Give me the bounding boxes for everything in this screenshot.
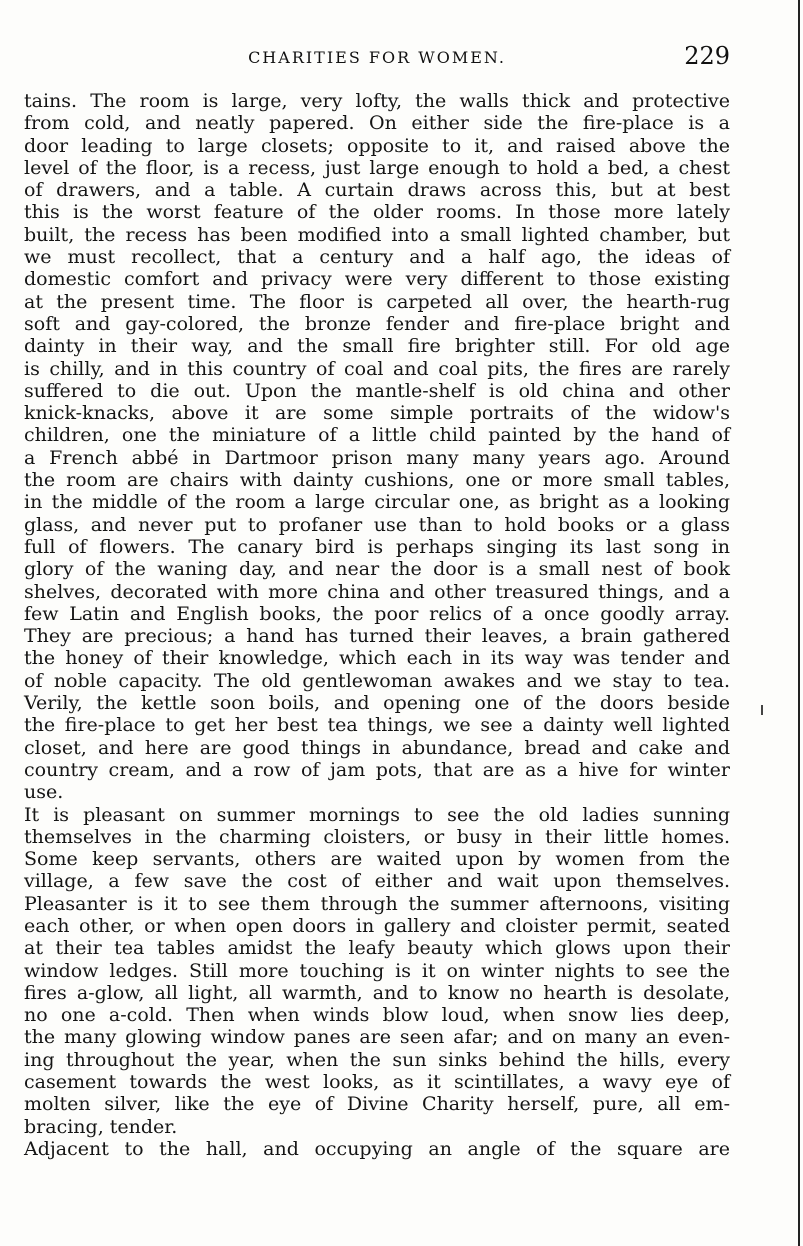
text-line: soft and gay-colored, the bronze fender and fire-place bright and (24, 312, 730, 335)
text-line: window ledges. Still more touching is it on winter nights to see the (24, 959, 730, 982)
body-text (24, 90, 730, 1160)
text-line: use. (24, 781, 64, 804)
text-line: no one a-cold. Then when winds blow loud, when snow lies deep, (24, 1004, 730, 1027)
text-line: children, one the miniature of a little child painted by the hand of (24, 424, 730, 447)
text-line: the fire-place to get her best tea things, we see a dainty well lighted (24, 714, 730, 737)
text-line: Verily, the kettle soon boils, and opening one of the doors beside (24, 692, 730, 715)
text-line: tains. The room is large, very lofty, the walls thick and protective (24, 90, 730, 112)
running-title: CHARITIES FOR WOMEN. (248, 48, 506, 67)
page-edge-line (798, 0, 800, 1246)
text-line: this is the worst feature of the older rooms. In those more lately (24, 201, 730, 224)
text-line: glory of the waning day, and near the door is a small nest of book (24, 558, 730, 581)
text-line: domestic comfort and privacy were very different to those existing (24, 268, 730, 291)
text-line: glass, and never put to profaner use than to hold books or a glass (24, 513, 730, 536)
text-line: shelves, decorated with more china and other treasured things, and a (24, 580, 730, 603)
text-line: of drawers, and a table. A curtain draws across this, but at best (24, 179, 730, 202)
text-line: we must recollect, that a century and a half ago, the ideas of (24, 246, 730, 269)
text-line: They are precious; a hand has turned their leaves, a brain gathered (24, 625, 730, 648)
page-number: 229 (684, 42, 730, 70)
text-line: door leading to large closets; opposite to it, and raised above the (24, 134, 730, 157)
text-line: fires a-glow, all light, all warmth, and to know no hearth is desolate, (24, 981, 730, 1004)
text-line: dainty in their way, and the small fire brighter still. For old age (24, 335, 730, 358)
text-line: knick-knacks, above it are some simple portraits of the widow's (24, 402, 730, 425)
text-line: Adjacent to the hall, and occupying an angle of the square are (24, 1137, 730, 1160)
text-line: each other, or when open doors in gallery and cloister permit, seated (24, 914, 730, 937)
text-line: Some keep servants, others are waited upon by women from the (24, 848, 730, 871)
text-line: built, the recess has been modified into a small lighted chamber, but (24, 223, 730, 246)
running-head (24, 42, 730, 72)
text-line: at their tea tables amidst the leafy beauty which glows upon their (24, 937, 730, 960)
text-line: level of the floor, is a recess, just large enough to hold a bed, a chest (24, 156, 730, 179)
text-line: of noble capacity. The old gentlewoman awakes and we stay to tea. (24, 669, 730, 692)
text-line: the many glowing window panes are seen afar; and on many an even- (24, 1026, 730, 1049)
text-line: closet, and here are good things in abundance, bread and cake and (24, 736, 730, 759)
text-line: ing throughout the year, when the sun sinks behind the hills, every (24, 1048, 730, 1071)
text-line: It is pleasant on summer mornings to see the old ladies sunning (24, 803, 730, 826)
text-line: casement towards the west looks, as it scintillates, a wavy eye of (24, 1071, 730, 1094)
text-line: themselves in the charming cloisters, or busy in their little homes. (24, 825, 730, 848)
text-line: village, a few save the cost of either and wait upon themselves. (24, 870, 730, 893)
text-line: from cold, and neatly papered. On either side the fire-place is a (24, 112, 730, 135)
text-line: molten silver, like the eye of Divine Charity herself, pure, all em- (24, 1093, 730, 1116)
text-line: few Latin and English books, the poor relics of a once goodly array. (24, 602, 730, 625)
text-line: bracing, tender. (24, 1115, 178, 1138)
text-line: suffered to die out. Upon the mantle-shelf is old china and other (24, 379, 730, 402)
text-line: full of flowers. The canary bird is perhaps singing its last song in (24, 535, 730, 558)
text-line: at the present time. The floor is carpeted all over, the hearth-rug (24, 290, 730, 313)
text-line: the room are chairs with dainty cushions, one or more small tables, (24, 469, 730, 492)
text-line: is chilly, and in this country of coal and coal pits, the fires are rarely (24, 357, 730, 380)
text-line: Pleasanter is it to see them through the summer afternoons, visiting (24, 892, 730, 915)
margin-mark (761, 705, 763, 715)
text-line: a French abbé in Dartmoor prison many many years ago. Around (24, 446, 730, 469)
text-line: country cream, and a row of jam pots, that are as a hive for winter (24, 758, 730, 781)
text-line: the honey of their knowledge, which each in its way was tender and (24, 647, 730, 670)
text-line: in the middle of the room a large circular one, as bright as a looking (24, 491, 730, 514)
